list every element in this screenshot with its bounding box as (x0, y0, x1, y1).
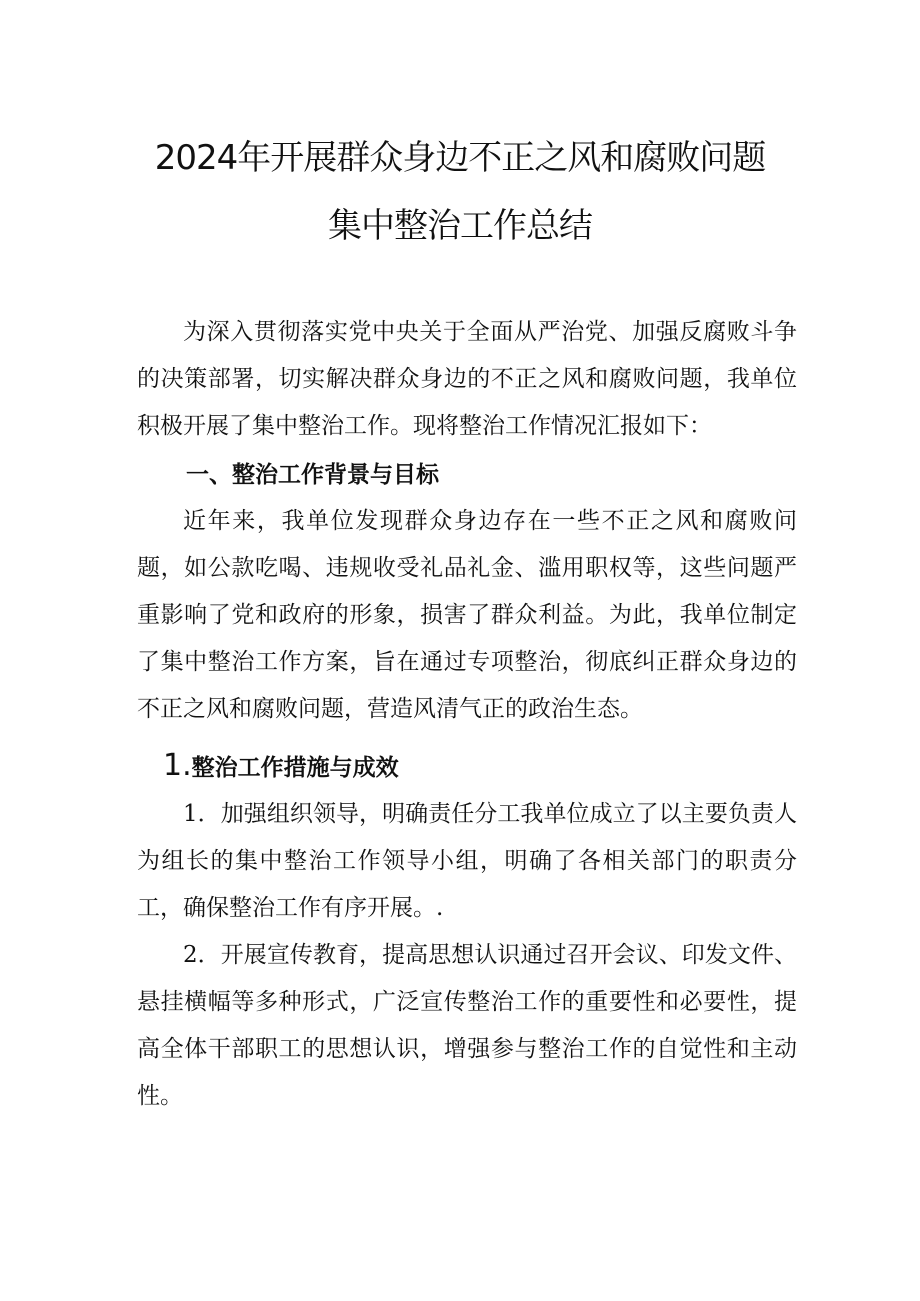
section2-heading (163, 742, 399, 793)
intro-paragraph: 为深入贯彻落实党中央关于全面从严治党、加强反腐败斗争的决策部署，切实解决群众身边的不正之风和腐败问题，我单位积极开展了集中整治工作。现将整治工作情况汇报如下： (137, 319, 797, 439)
measure-item-1: 1．加强组织领导，明确责任分工我单位成立了以主要负责人为组长的集中整治工作领导小组，明确了各相关部门的职责分工，确保整治工作有序开展。. (137, 801, 797, 921)
section2-number: 1. (163, 748, 192, 783)
section2-heading-text: 整治工作措施与成效 (191, 754, 399, 781)
section1-paragraph: 近年来，我单位发现群众身边存在一些不正之风和腐败问题，如公款吃喝、违规收受礼品礼金、滥用职权等，这些问题严重影响了党和政府的形象，损害了群众利益。为此，我单位制定了集中整治工作方案，旨在通过专项整治，彻底纠正群众身边的不正之风和腐败问题，营造风清气正的政治生态。 (137, 508, 797, 722)
section1-heading: 一、整治工作背景与目标 (186, 461, 439, 488)
measure-item-2: 2．开展宣传教育，提高思想认识通过召开会议、印发文件、悬挂横幅等多种形式，广泛宣传整治工作的重要性和必要性，提高全体干部职工的思想认识，增强参与整治工作的自觉性和主动性。 (137, 942, 797, 1109)
document-title-line1: 2024年开展群众身边不正之风和腐败问题 (154, 138, 766, 178)
document-title-line2: 集中整治工作总结 (328, 206, 592, 246)
